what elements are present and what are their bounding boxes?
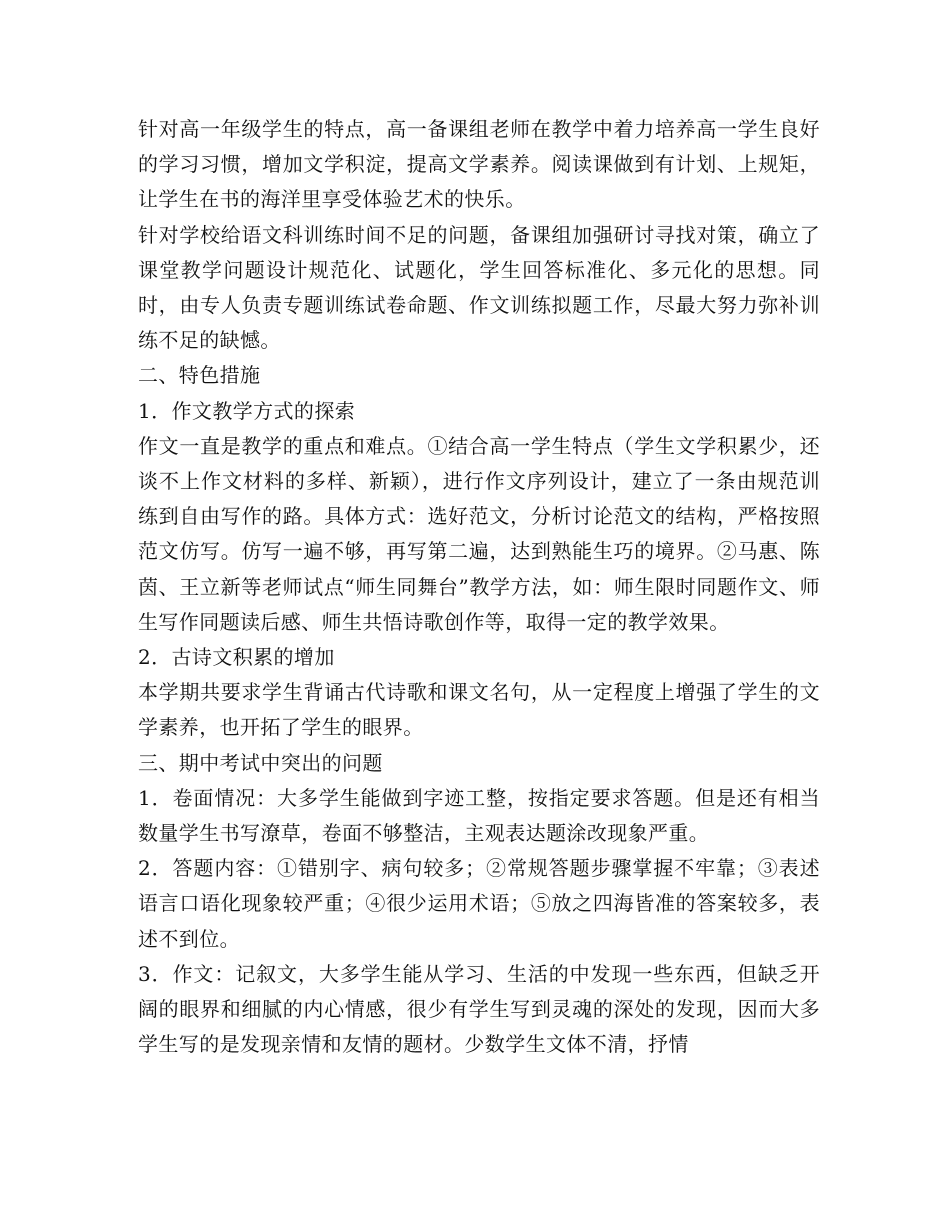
paragraph-classical-poetry: 本学期共要求学生背诵古代诗歌和课文名句，从一定程度上增强了学生的文学素养，也开拓了学生的眼界。 <box>138 680 820 740</box>
paragraph-composition: 作文一直是教学的重点和难点。①结合高一学生特点（学生文学积累少，还谈不上作文材料的多样、新颖），进行作文序列设计，建立了一条由规范训练到自由写作的路。具体方式：选好范文，分析讨论范文的结构，严格按照范文仿写。仿写一遍不够，再写第二遍，达到熟能生巧的境界。②马惠、陈茵、王立新等老师试点“师生同舞台”教学方法，如：师生限时同题作文、师生写作同题读后感、师生共悟诗歌创作等，取得一定的教学效果。 <box>138 433 820 634</box>
paragraph-intro-habits: 针对高一年级学生的特点，高一备课组老师在教学中着力培养高一学生良好的学习习惯，增加文学积淀，提高文学素养。阅读课做到有计划、上规矩，让学生在书的海洋里享受体验艺术的快乐。 <box>138 117 820 212</box>
subheading-classical-poetry: 2．古诗文积累的增加 <box>138 645 335 670</box>
paragraph-paper-condition: 1．卷面情况：大多学生能做到字迹工整，按指定要求答题。但是还有相当数量学生书写潦草，卷面不够整洁，主观表达题涂改现象严重。 <box>138 785 820 846</box>
section-heading-features: 二、特色措施 <box>138 363 261 388</box>
paragraph-training-time: 针对学校给语文科训练时间不足的问题，备课组加强研讨寻找对策，确立了课堂教学问题设计规范化、试题化，学生回答标准化、多元化的思想。同时，由专人负责专题训练试卷命题、作文训练拟题工作，尽最大努力弥补训练不足的缺憾。 <box>138 222 820 353</box>
document-page <box>138 112 820 1062</box>
paragraph-essay: 3．作文：记叙文，大多学生能从学习、生活的中发现一些东西，但缺乏开阔的眼界和细腻的内心情感，很少有学生写到灵魂的深处的发现，因而大多学生写的是发现亲情和友情的题材。少数学生文体不清，抒情 <box>138 961 820 1057</box>
paragraph-answer-content: 2．答题内容：①错别字、病句较多；②常规答题步骤掌握不牢靠；③表述语言口语化现象较严重；④很少运用术语；⑤放之四海皆准的答案较多，表述不到位。 <box>138 856 820 951</box>
subheading-composition: 1．作文教学方式的探索 <box>138 398 356 423</box>
section-heading-exam-problems: 三、期中考试中突出的问题 <box>138 750 383 775</box>
